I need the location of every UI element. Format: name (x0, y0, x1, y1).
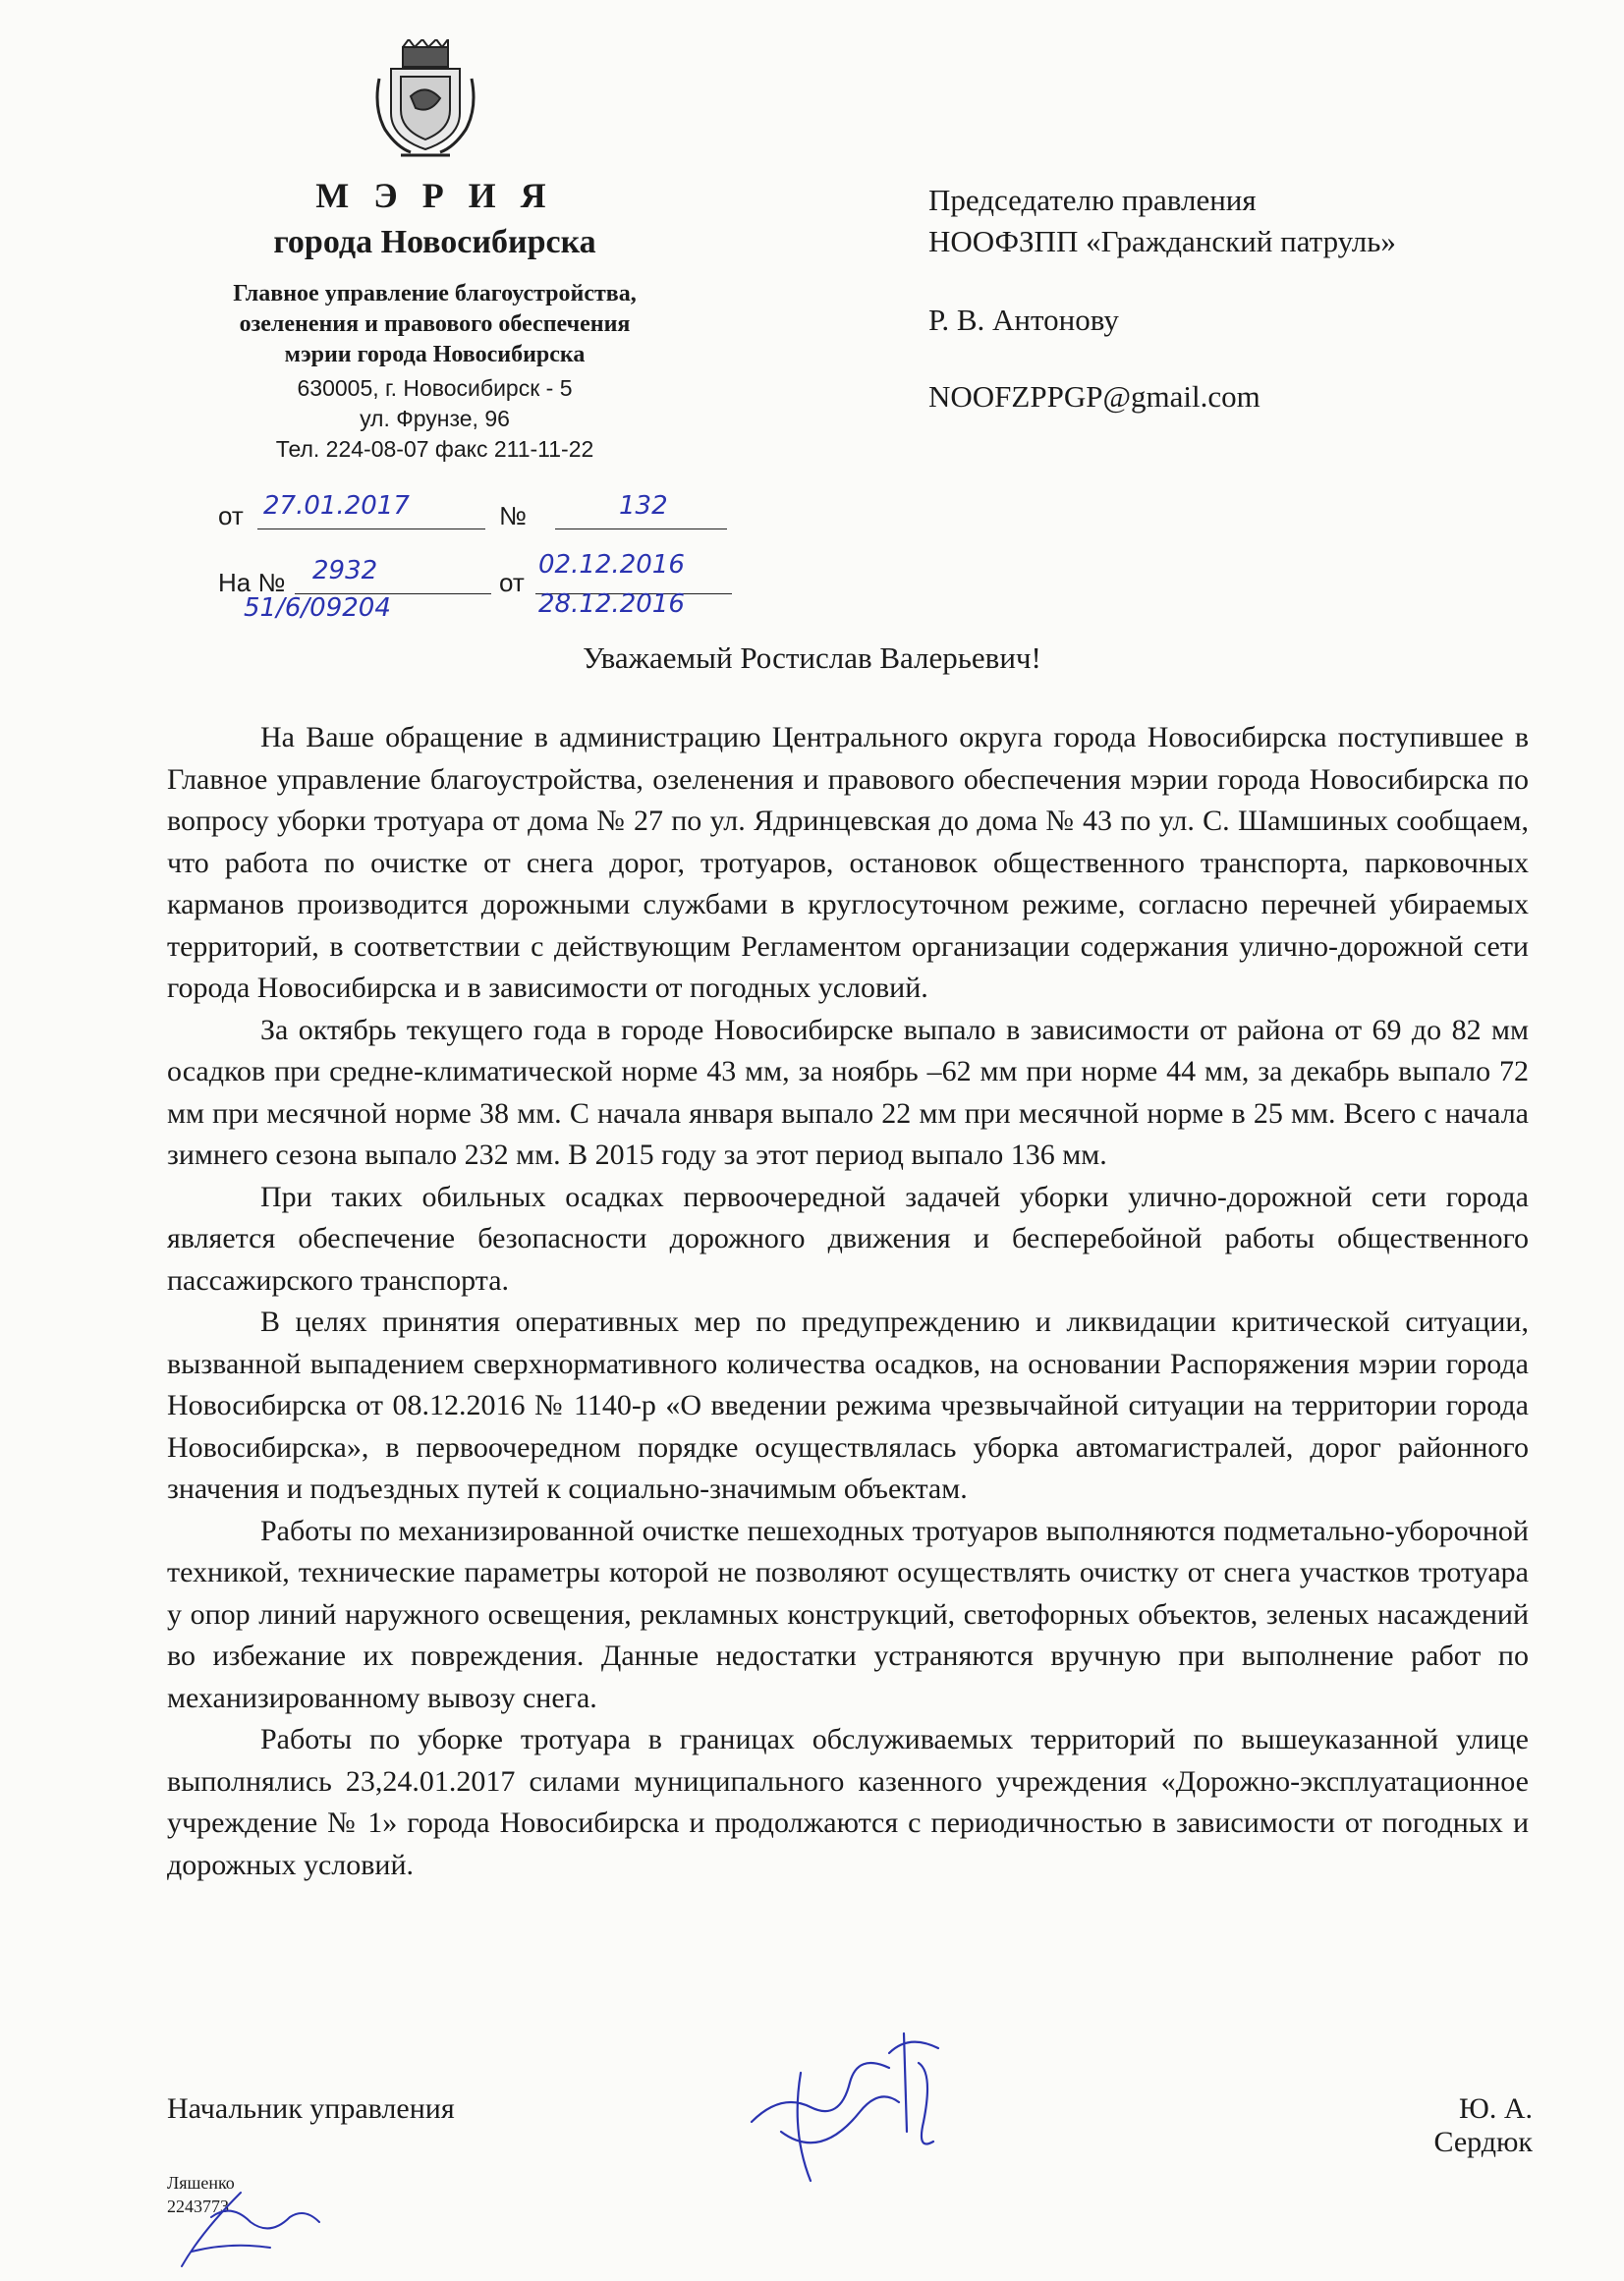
reply-date-2: 28.12.2016 (538, 589, 685, 619)
reply-number-2: 51/6/09204 (244, 593, 391, 623)
handwritten-initials-icon (172, 2183, 339, 2281)
number-label: № (499, 501, 527, 530)
body-paragraph: При таких обильных осадках первоочередной задачей уборки улично-дорожной сети города является обеспечение безопасности дорожного движения и бесперебойной работы общественного пассажирского транспорта. (167, 1180, 1529, 1297)
department-line: озеленения и правового обеспечения (239, 311, 631, 337)
body-paragraph: Работы по механизированной очистке пешеходных тротуаров выполняются подметально-уборочной техникой, технические параметры которой не позволяют осуществлять очистку от снега участков тротуара у опор линий наружного освещения, рекламных конструкций, светофорных объектов, зеленых насаждений во избежание их повреждения. Данные недостатки устраняются вручную при выполнение работ по механизированному вывозу снега. (167, 1514, 1529, 1714)
executor-name: Ляшенко (167, 2173, 235, 2193)
recipient-block (928, 180, 1396, 262)
letterhead-title: М Э Р И Я (315, 176, 554, 215)
signatory-position: Начальник управления (167, 2092, 455, 2125)
address-line: ул. Фрунзе, 96 (360, 406, 510, 431)
coat-of-arms-icon (371, 39, 479, 162)
recipient-line: Председателю правления (928, 183, 1257, 217)
recipient-line: НООФЗПП «Гражданский патруль» (928, 224, 1396, 258)
letter-number: 132 (619, 491, 668, 521)
signatory-name: Ю. А. Сердюк (1433, 2092, 1533, 2158)
salutation: Уважаемый Ростислав Валерьевич! (583, 640, 1041, 675)
from-date: 27.01.2017 (263, 491, 410, 521)
from-label: от (218, 501, 244, 530)
letterhead-city: города Новосибирска (273, 224, 596, 260)
body-paragraph: Работы по уборке тротуара в границах обслуживаемых территорий по вышеуказанной улице выполнялись 23,24.01.2017 силами муниципального казенного учреждения «Дорожно-эксплуатационное учреждение № 1» города Новосибирска и продолжаются с периодичностью в зависимости от погодных и дорожных условий. (167, 1723, 1529, 1881)
address-line: 630005, г. Новосибирск - 5 (297, 375, 573, 401)
department-line: мэрии города Новосибирска (284, 342, 586, 367)
recipient-email: NOOFZPPGP@gmail.com (928, 379, 1260, 414)
recipient-name: Р. В. Антонову (928, 303, 1119, 337)
department-name (162, 279, 707, 370)
department-line: Главное управление благоустройства, (233, 281, 637, 306)
reply-number-label: На № (218, 568, 286, 597)
body-paragraph: За октябрь текущего года в городе Новосибирске выпало в зависимости от района от 69 до 82 мм осадков при средне-климатической норме 43 мм, за ноябрь –62 мм при норме 44 мм, за декабрь выпало 72 мм при месячной норме 38 мм. С начала января выпало 22 мм при месячной норме в 25 мм. Всего с начала зимнего сезона выпало 232 мм. В 2015 году за этот период выпало 136 мм. (167, 1013, 1529, 1171)
address-line: Тел. 224-08-07 факс 211-11-22 (275, 436, 594, 462)
body-paragraph: В целях принятия оперативных мер по предупреждению и ликвидации критической ситуации, вызванной выпадением сверхнормативного количества осадков, на основании Распоряжения мэрии города Новосибирска от 08.12.2016 № 1140-р «О введении режима чрезвычайной ситуации на территории города Новосибирска», в первоочередном порядке осуществлялась уборка автомагистралей, дорог районного значения и подъездных путей к социально-значимым объектам. (167, 1306, 1529, 1505)
reply-date-label: от (499, 568, 525, 597)
body-paragraph: На Ваше обращение в администрацию Центрального округа города Новосибирска поступившее в Главное управление благоустройства, озеленения и правового обеспечения мэрии города Новосибирска по вопросу уборки тротуара от дома № 27 по ул. Ядринцевская до дома № 43 по ул. С. Шамшиных сообщаем, что работа по очистке от снега дорог, тротуаров, остановок общественного транспорта, парковочных карманов производится дорожными службами в круглосуточном режиме, согласно перечней убираемых территорий, в соответствии с действующим Регламентом организации содержания улично-дорожной сети города Новосибирска и в зависимости от погодных условий. (167, 721, 1529, 1004)
department-address (162, 373, 707, 465)
handwritten-signature-icon (742, 2014, 978, 2205)
reply-date-1: 02.12.2016 (538, 550, 685, 580)
letter-body (167, 717, 1529, 1886)
executor-phone: 2243773 (167, 2197, 229, 2216)
reply-number-1: 2932 (312, 556, 378, 585)
